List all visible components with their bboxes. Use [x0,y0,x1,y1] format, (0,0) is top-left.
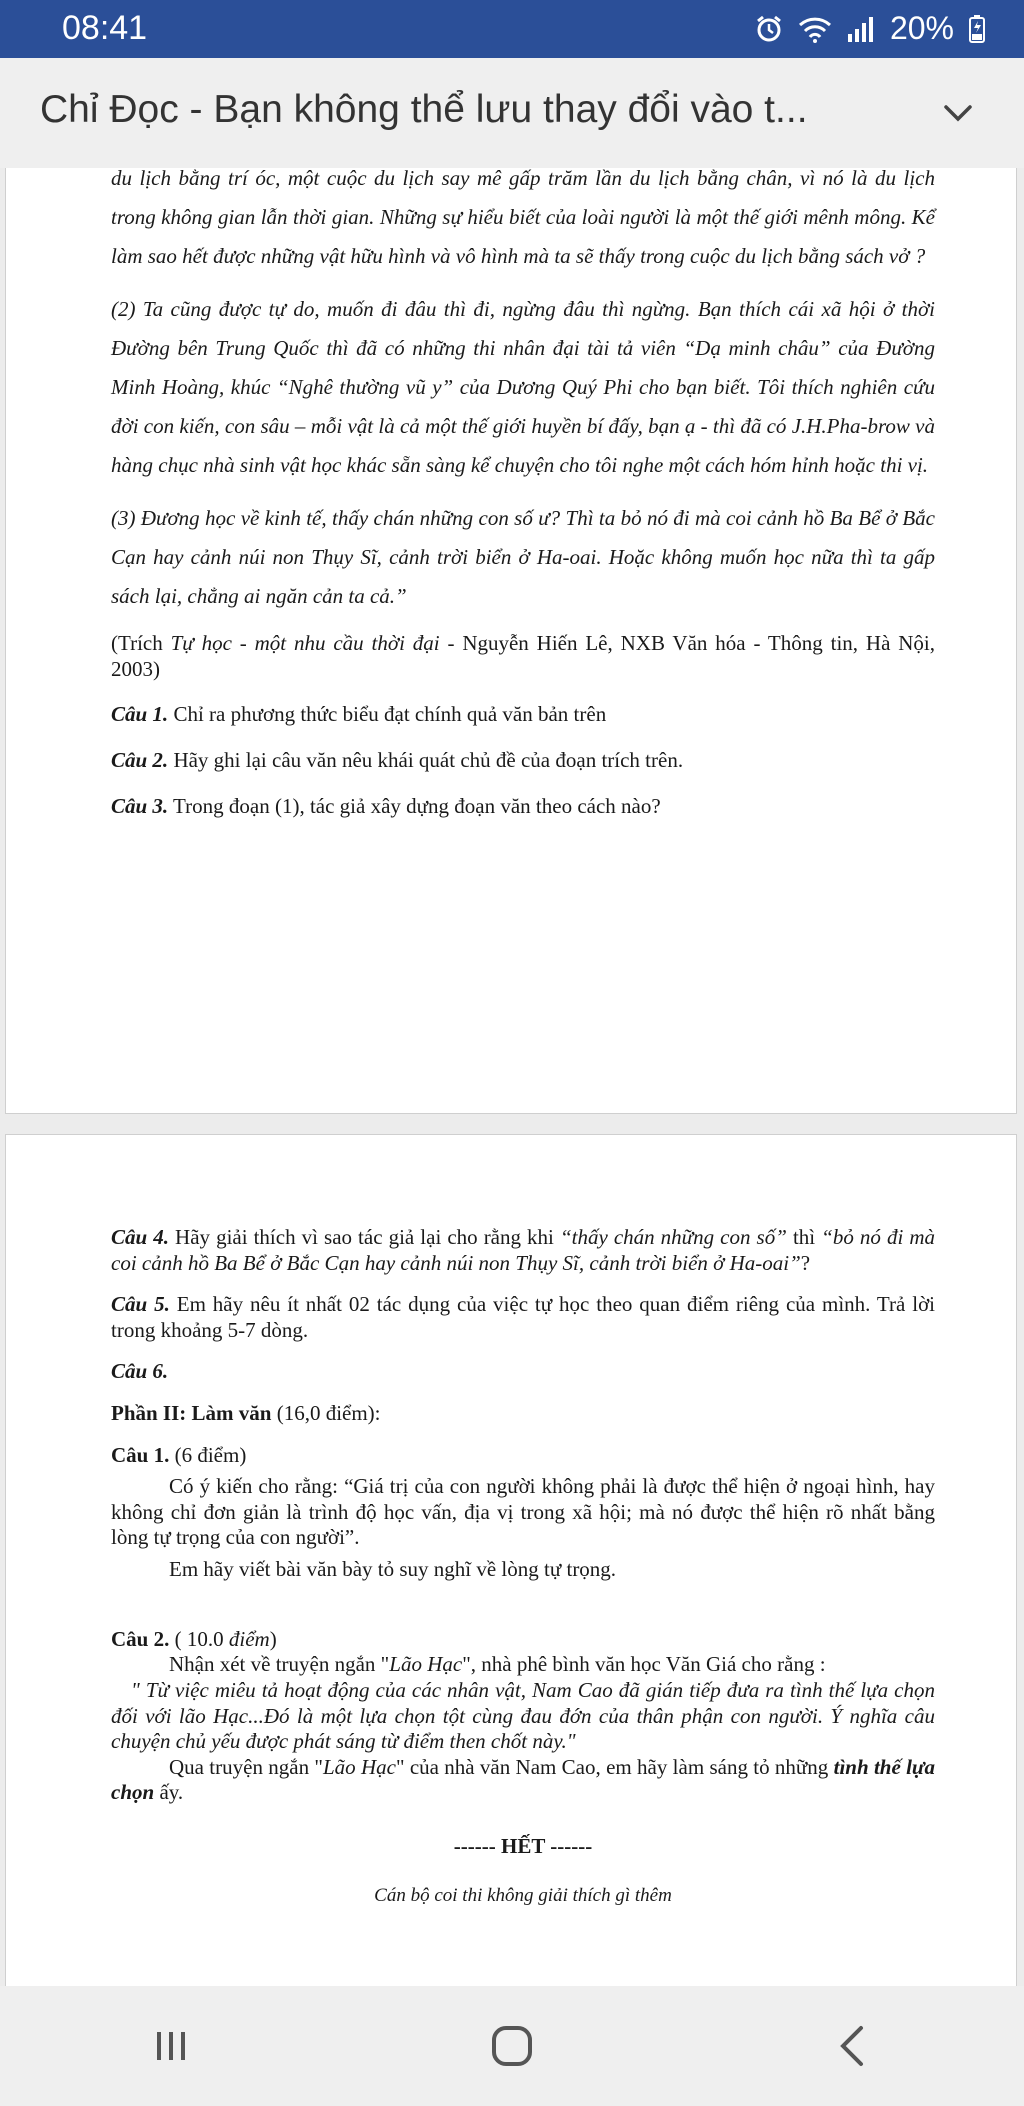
citation: (Trích Tự học - một nhu cầu thời đại - Nguyễn Hiến Lê, NXB Văn hóa - Thông tin, Hà Nội, 2003) [111,631,936,682]
end-mark: ------ HẾT ------ [453,1833,593,1858]
chevron-down-icon[interactable] [940,98,976,133]
question-2: Câu 2. Hãy ghi lại câu văn nêu khái quát chủ đề của đoạn trích trên. [111,747,684,772]
question-4: Câu 4. Hãy giải thích vì sao tác giả lại cho rằng khi “thấy chán những con số” thì “bỏ nó đi mà coi cảnh hồ Ba Bể ở Bắc Cạn hay cảnh núi non Thụy Sĩ, cảnh trời biển ở Ha-oai”? [111,1225,935,1275]
recents-icon[interactable] [111,2006,231,2086]
question-1: Câu 1. Chỉ ra phương thức biểu đạt chính quả văn bản trên [111,701,607,726]
paragraph-2: (2) Ta cũng được tự do, muốn đi đâu thì đi, ngừng đâu thì ngừng. Bạn thích cái xã hội ở thời Đường bên Trung Quốc thì đã có những thi nhân đại tài tả viên “Dạ minh châu” của Đường Minh Hoàng, khúc “Nghê thường vũ y” của Dương Quý Phi cho bạn biết. Tôi thích nghiên cứu đời con kiến, con sâu – mỗi vật là cả một thế giới huyền bí đấy, bạn ạ - thì đã có J.H.Pha-brow và hàng chục nhà sinh vật học khác sẵn sàng kể chuyện cho tôi nghe một cách hóm hỉnh hoặc thi vị. [111,297,935,477]
document-title: Chỉ Đọc - Bạn không thể lưu thay đổi vào t... [40,88,808,131]
writing-q2-heading: Câu 2. ( 10.0 điểm) [111,1626,277,1651]
home-icon[interactable] [452,2006,572,2086]
document-page-2 [5,1134,1017,1986]
writing-q1-text: Có ý kiến cho rằng: “Giá trị của con người không phải là được thể hiện ở ngoại hình, hay không chỉ đơn giản là trình độ học vấn, địa vị trong xã hội; mà nó được thể hiện rõ nhất bằng lòng tự trọng của con người”. [111,1474,935,1550]
writing-q2-task: Qua truyện ngắn "Lão Hạc" của nhà văn Nam Cao, em hãy làm sáng tỏ những tình thế lựa chọn ấy. [111,1754,936,1805]
page-1-content [111,168,935,838]
document-page-1 [5,168,1017,1114]
question-3: Câu 3. Trong đoạn (1), tác giả xây dựng đoạn văn theo cách nào? [111,794,661,819]
document-title-bar[interactable] [0,58,1024,169]
paragraph-intro: du lịch bằng trí óc, một cuộc du lịch say mê gấp trăm lần du lịch bằng chân, vì nó là du lịch trong không gian lẫn thời gian. Những sự hiểu biết của loài người là một thế giới mênh mông. Kể làm sao hết được những vật hữu hình và vô hình mà ta sẽ thấy trong cuộc du lịch bằng sách vở ? [111,168,935,268]
question-5: Câu 5. Em hãy nêu ít nhất 02 tác dụng của việc tự học theo quan điểm riêng của mình. Trả lời trong khoảng 5-7 dòng. [111,1292,936,1342]
writing-q1-task: Em hãy viết bài văn bày tỏ suy nghĩ về lòng tự trọng. [169,1557,617,1582]
citation-title: Tự học - một nhu cầu thời đại [170,631,440,655]
writing-q2-intro: Nhận xét về truyện ngắn "Lão Hạc", nhà phê bình văn học Văn Giá cho rằng : [169,1652,826,1677]
paragraph-3: (3) Đương học về kinh tế, thấy chán những con số ư? Thì ta bỏ nó đi mà coi cảnh hồ Ba Bể ở Bắc Cạn hay cảnh núi non Thụy Sĩ, cảnh trời biển ở Ha-oai. Hoặc không muốn học nữa thì ta gấp sách lại, chẳng ai ngăn cản ta cả.” [111,506,935,608]
navigation-bar [0,1986,1024,2106]
writing-q1-heading: Câu 1. (6 điểm) [111,1442,247,1467]
page-2-content [111,1225,935,1923]
document-viewer[interactable] [0,168,1024,1986]
writing-q2-quote: " Từ việc miêu tả hoạt động của các nhân vật, Nam Cao đã gián tiếp đưa ra tình thế lựa chọn đối với lão Hạc...Đó là một lựa chọn tột cùng đau đớn của thân phận con người. Ý nghĩa câu chuyện chủ yếu được phát sáng từ điểm then chốt này." [111,1677,935,1754]
battery-percent: 20% [889,10,954,46]
question-6: Câu 6. [111,1359,169,1384]
status-time: 08:41 [62,9,148,47]
status-bar [0,0,1024,58]
alarm-icon [754,14,784,44]
footer-note: Cán bộ coi thi không giải thích gì thêm [374,1884,672,1906]
wifi-icon [798,14,832,44]
signal-icon [846,14,876,44]
status-icons [754,10,986,47]
back-icon[interactable] [793,2006,913,2086]
writing-question-1 [111,1443,935,1583]
battery-icon [968,14,986,44]
writing-question-2 [111,1627,935,1806]
part-2-heading: Phần II: Làm văn (16,0 điểm): [111,1401,381,1426]
